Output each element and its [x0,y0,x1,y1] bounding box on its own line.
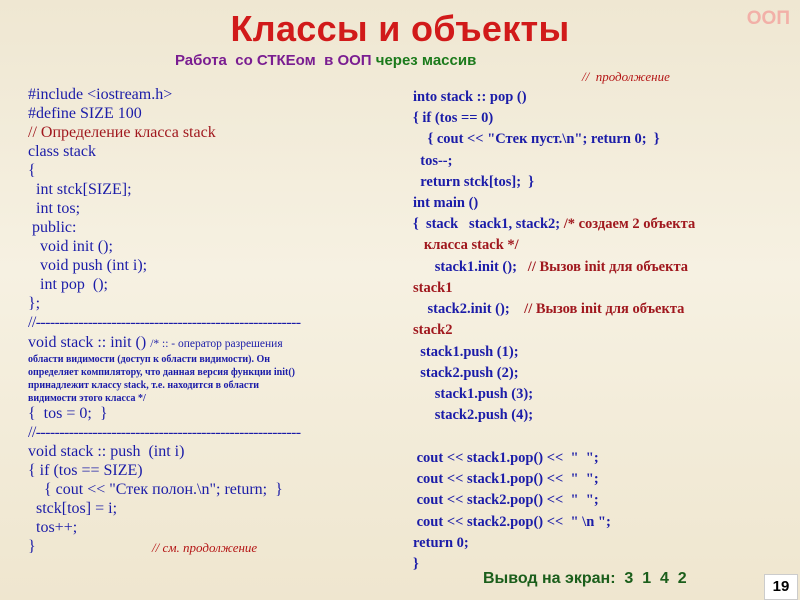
code-text: { stack stack1, stack2; [413,216,564,232]
code-line: stck[tos] = i; [28,500,118,517]
code-line: cout << stack1.pop() << " "; [413,450,599,466]
code-line: public: [28,219,77,236]
code-separator: //-------------------------------------------------------- [28,424,301,441]
code-line: #include <iostream.h> [28,86,173,103]
code-comment: определяет компилятору, что данная версия функции init() [28,367,296,378]
code-line: { [28,162,36,179]
code-text: stack1.init (); [413,259,528,275]
subtitle-highlight: через массив [375,52,477,69]
code-line: int tos; [28,200,81,217]
code-line: stack1.push (1); [413,344,519,360]
code-line: return 0; [413,535,469,551]
corner-tag: ООП [746,8,790,29]
code-comment: класса stack */ [413,237,519,253]
code-line: { tos = 0; } [28,405,108,422]
slide-subtitle [175,52,476,69]
code-line [28,333,283,354]
code-line: class stack [28,143,96,160]
code-line: { cout << "Стек полон.\n"; return; } [28,481,283,498]
code-separator: //-------------------------------------------------------- [28,314,301,331]
code-comment: // Вызов init для объекта [524,301,685,317]
code-line: void push (int i); [28,257,148,274]
slide-title: Классы и объекты [230,8,570,49]
code-line: stack2.push (2); [413,365,519,381]
continuation-note: // продолжение [582,69,670,84]
code-line [413,299,684,320]
code-line: return stck[tos]; } [413,174,535,190]
subtitle-main: Работа со СТКЕом в ООП [175,52,376,69]
code-line: stack1.push (3); [413,386,534,402]
code-line: }; [28,295,41,312]
code-line: int pop (); [28,276,108,293]
code-comment: принадлежит классу stack, т.е. находится в области [28,380,259,391]
code-line: cout << stack1.pop() << " "; [413,471,599,487]
continuation-note: // см. продолжение [152,540,258,555]
code-line: { if (tos == SIZE) [28,462,143,479]
code-line: void stack :: push (int i) [28,443,185,460]
code-line: int main () [413,195,479,211]
code-comment: /* создаем 2 объекта [563,216,696,232]
code-line: int stck[SIZE]; [28,181,132,198]
code-line: { cout << "Стек пуст.\n"; return 0; } [413,131,660,147]
code-line [413,257,688,278]
code-text: void stack :: init () [28,334,151,351]
code-comment: stack1 [413,280,453,296]
code-line: { if (tos == 0) [413,110,494,126]
code-comment: stack2 [413,322,453,338]
code-line: tos--; [413,153,453,169]
code-line: cout << stack2.pop() << " \n "; [413,514,611,530]
code-comment: видимости этого класса */ [28,393,146,404]
code-line: } [413,556,419,572]
code-comment: области видимости (доступ к области видимости). Он [28,354,270,365]
output-line: Вывод на экран: 3 1 4 2 [483,570,687,587]
code-comment: // Вызов init для объекта [527,259,689,275]
code-line: into stack :: pop () [413,89,527,105]
code-text: stack2.init (); [413,301,525,317]
code-line: void init (); [28,238,113,255]
code-line: cout << stack2.pop() << " "; [413,492,599,508]
code-comment: /* :: - оператор разрешения [150,338,283,350]
code-line: stack2.push (4); [413,407,534,423]
code-line [413,214,695,235]
code-line: #define SIZE 100 [28,105,142,122]
code-line: tos++; [28,519,78,536]
code-line: } [28,538,36,555]
page-number: 19 [764,574,798,600]
code-comment: // Определение класса stack [28,124,216,141]
